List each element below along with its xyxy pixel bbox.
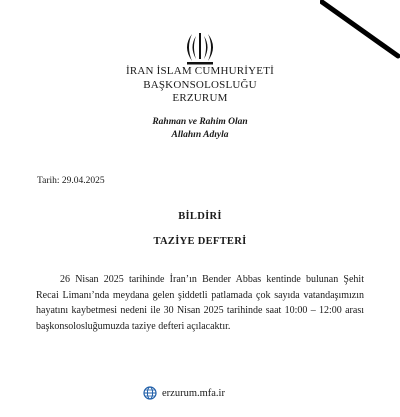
org-line-city: ERZURUM [172, 92, 228, 104]
basmala-line-1: Rahman ve Rahim Olan [152, 117, 248, 127]
org-line-consulate: BAŞKONSOLOSLUĞU [143, 78, 257, 91]
globe-icon [143, 386, 157, 400]
mourning-ribbon-icon [320, 0, 400, 60]
org-line-country: İRAN İSLAM CUMHURİYETİ [125, 65, 274, 77]
document-date: Tarih: 29.04.2025 [37, 176, 105, 186]
document-subtitle: TAZİYE DEFTERİ [153, 236, 247, 247]
announcement-body: 26 Nisan 2025 tarihinde İran’ın Bender Abbas kentinde bulunan Şehit Recai Limanı’nda meydana gelen şiddetli patlamada çok sayıda vatandaşımızın hayatını kaybetmesi nedeni ile 30 Nisan 2025 tarihinde saat 10:00 – 12:00 arası başkonsolosluğumuzda taziye defteri açılacaktır. [36, 274, 364, 333]
organization-header [0, 65, 400, 106]
iran-emblem-icon [181, 30, 219, 66]
basmala-line-2: Allahın Adıyla [171, 130, 229, 140]
website-link[interactable]: erzurum.mfa.ir [162, 387, 225, 399]
document-title: BİLDİRİ [178, 211, 222, 222]
footer [143, 386, 225, 400]
basmala [0, 116, 400, 142]
